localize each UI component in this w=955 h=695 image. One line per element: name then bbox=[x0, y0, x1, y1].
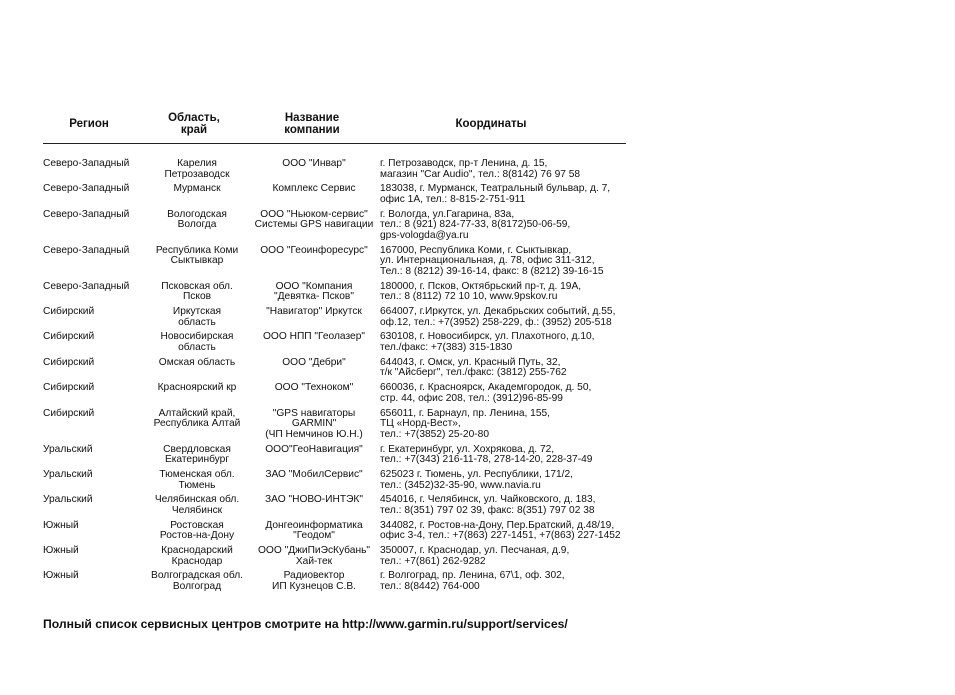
cell-coords bbox=[380, 282, 670, 303]
cell-coords-line: тел./факс: +7(383) 315-1830 bbox=[380, 342, 513, 354]
cell-company-line: Радиовектор bbox=[283, 570, 345, 582]
header-district-line1: Область, bbox=[168, 112, 220, 124]
cell-district-line: Карелия bbox=[177, 158, 217, 169]
table-row bbox=[43, 159, 655, 180]
cell-coords-line: 625023 г. Тюмень, ул. Республики, 171/2, bbox=[380, 468, 573, 480]
cell-coords-line: г. Вологда, ул.Гагарина, 83а, bbox=[380, 208, 515, 220]
cell-company bbox=[249, 184, 379, 195]
cell-coords-line: 664007, г.Иркутск, ул. Декабрьских событий, д.55, bbox=[380, 306, 616, 318]
cell-district bbox=[144, 307, 250, 328]
cell-district-line: область bbox=[178, 342, 216, 354]
cell-coords-line: офис 1А, тел.: 8-815-2-751-911 bbox=[380, 193, 526, 205]
cell-company bbox=[249, 282, 379, 303]
cell-district-line: Псков bbox=[182, 291, 212, 303]
cell-coords bbox=[380, 159, 670, 180]
cell-coords-line: магазин "Car Audio", тел.: 8(8142) 76 97 58 bbox=[380, 168, 581, 180]
cell-coords-line: тел.: +7(343) 216-11-78, 278-14-20, 228-37-49 bbox=[380, 454, 593, 466]
cell-district-line: Краснодарский bbox=[161, 545, 233, 557]
cell-region: Южный bbox=[43, 570, 79, 582]
cell-district-line: Мурманск bbox=[173, 183, 221, 195]
cell-company-line: Донгеоинформатика bbox=[265, 519, 363, 531]
cell-coords-line: г. Волгоград, пр. Ленина, 67\1, оф. 302, bbox=[380, 570, 565, 582]
cell-coords-line: оф.12, тел.: +7(3952) 258-229, ф.: (3952) 205-518 bbox=[380, 316, 612, 328]
cell-company-line: ООО"ГеоНавигация" bbox=[265, 443, 363, 455]
cell-company bbox=[249, 159, 379, 170]
cell-district-line: Омская область bbox=[158, 356, 236, 368]
cell-district bbox=[144, 470, 250, 491]
cell-coords bbox=[380, 307, 670, 328]
cell-coords bbox=[380, 571, 670, 592]
cell-company bbox=[249, 546, 379, 567]
table-row bbox=[43, 495, 655, 516]
cell-coords bbox=[380, 332, 670, 353]
cell-coords-line: 660036, г. Красноярск, Академгородок, д. 50, bbox=[380, 382, 592, 394]
cell-coords-line: тел.: 8(8442) 764-000 bbox=[380, 581, 480, 593]
cell-company-line: "Навигатор" Иркутск bbox=[266, 306, 362, 318]
cell-district-line: Вологодская bbox=[167, 208, 227, 220]
cell-coords bbox=[380, 470, 670, 491]
cell-company-line: ООО "Инвар" bbox=[282, 158, 346, 169]
cell-district-line: Краснодар bbox=[171, 555, 223, 567]
cell-region: Южный bbox=[43, 545, 79, 557]
cell-district-line: Красноярский кр bbox=[157, 382, 237, 394]
cell-region: Северо-Западный bbox=[43, 183, 130, 195]
table-row bbox=[43, 546, 655, 567]
cell-coords-line: тел.: +7(3852) 25-20-80 bbox=[380, 428, 489, 440]
cell-region: Северо-Западный bbox=[43, 280, 130, 292]
cell-company-line: ООО "Техноком" bbox=[274, 382, 354, 394]
cell-company-line: GARMIN" bbox=[291, 418, 337, 430]
cell-coords-line: стр. 44, офис 208, тел.: (3912)96-85-99 bbox=[380, 392, 563, 404]
cell-company bbox=[249, 307, 379, 318]
header-coords: Координаты bbox=[455, 118, 527, 130]
cell-region: Северо-Западный bbox=[43, 208, 130, 220]
service-centers-table bbox=[43, 112, 655, 597]
cell-coords bbox=[380, 246, 670, 278]
cell-company-line: ООО "Ньюком-сервис" bbox=[260, 208, 368, 220]
cell-region: Сибирский bbox=[43, 407, 95, 419]
cell-coords-line: г. Петрозаводск, пр-т Ленина, д. 15, bbox=[380, 158, 548, 169]
table-row bbox=[43, 409, 655, 441]
cell-company-line: "Геодом" bbox=[293, 530, 335, 542]
cell-region: Сибирский bbox=[43, 306, 95, 318]
cell-company bbox=[249, 409, 379, 441]
cell-coords-line: тел.: 8 (8112) 72 10 10, www.9pskov.ru bbox=[380, 291, 558, 303]
header-company-line2: компании bbox=[284, 124, 340, 136]
cell-district bbox=[144, 358, 250, 369]
cell-company-line: Хай-тек bbox=[295, 555, 333, 567]
cell-coords-line: т/к "Айсберг", тел./факс: (3812) 255-762 bbox=[380, 367, 567, 379]
cell-district-line: Екатеринбург bbox=[164, 454, 230, 466]
cell-district-line: Ростов-на-Дону bbox=[159, 530, 235, 542]
cell-coords-line: ТЦ «Норд-Вест», bbox=[380, 418, 461, 430]
table-row bbox=[43, 282, 655, 303]
table-body bbox=[43, 159, 655, 593]
cell-region: Сибирский bbox=[43, 331, 95, 343]
cell-district-line: Челябинская обл. bbox=[154, 494, 240, 506]
footer-note: Полный список сервисных центров смотрите на http://www.garmin.ru/support/services/ bbox=[43, 617, 568, 631]
cell-company-line: ЗАО "МобилСервис" bbox=[265, 468, 363, 480]
cell-district-line: Волгоградская обл. bbox=[151, 570, 243, 582]
cell-company bbox=[249, 332, 379, 343]
cell-region: Северо-Западный bbox=[43, 244, 130, 256]
table-row bbox=[43, 246, 655, 278]
cell-coords-line: тел.: +7(861) 262-9282 bbox=[380, 555, 486, 567]
table-row bbox=[43, 470, 655, 491]
cell-coords bbox=[380, 358, 670, 379]
cell-district bbox=[144, 409, 250, 430]
cell-district-line: Волгоград bbox=[172, 581, 222, 593]
cell-coords-line: 656011, г. Барнаул, пр. Ленина, 155, bbox=[380, 407, 550, 419]
header-district bbox=[148, 112, 240, 136]
cell-company bbox=[249, 571, 379, 592]
cell-district-line: Петрозаводск bbox=[164, 168, 230, 180]
table-row bbox=[43, 307, 655, 328]
cell-coords-line: 183038, г. Мурманск, Театральный бульвар, д. 7, bbox=[380, 183, 611, 195]
cell-company-line: ООО "Дебри" bbox=[282, 356, 346, 368]
cell-region: Уральский bbox=[43, 443, 93, 455]
cell-district-line: Сыктывкар bbox=[170, 255, 224, 267]
cell-district bbox=[144, 184, 250, 195]
table-row bbox=[43, 332, 655, 353]
cell-region: Сибирский bbox=[43, 382, 95, 394]
cell-company-line: ООО НПП "Геолазер" bbox=[263, 331, 365, 343]
cell-company bbox=[249, 470, 379, 481]
header-region: Регион bbox=[69, 118, 109, 130]
table-row bbox=[43, 184, 655, 205]
cell-district bbox=[144, 159, 250, 180]
cell-district-line: Ростовская bbox=[170, 519, 224, 531]
cell-coords-line: тел.: (3452)32-35-90, www.navia.ru bbox=[380, 479, 541, 491]
cell-company-line: "Девятка- Псков" bbox=[274, 291, 354, 303]
cell-company-line: ООО "Компания bbox=[275, 280, 353, 292]
cell-district-line: область bbox=[178, 316, 216, 328]
cell-district-line: Челябинск bbox=[171, 504, 223, 516]
header-company bbox=[251, 112, 373, 136]
cell-coords-line: 350007, г. Краснодар, ул. Песчаная, д.9, bbox=[380, 545, 570, 557]
cell-company bbox=[249, 383, 379, 394]
table-header bbox=[43, 112, 626, 144]
cell-coords bbox=[380, 521, 670, 542]
cell-district bbox=[144, 571, 250, 592]
table-row bbox=[43, 210, 655, 242]
cell-company-line: Системы GPS навигации bbox=[254, 219, 374, 231]
header-district-line2: край bbox=[180, 124, 208, 136]
cell-district bbox=[144, 332, 250, 353]
cell-district bbox=[144, 546, 250, 567]
cell-coords bbox=[380, 546, 670, 567]
cell-coords-line: 344082, г. Ростов-на-Дону, Пер.Братский, д.48/19, bbox=[380, 519, 615, 531]
cell-coords-line: 454016, г. Челябинск, ул. Чайковского, д. 183, bbox=[380, 494, 596, 506]
cell-company bbox=[249, 246, 379, 257]
cell-company bbox=[249, 445, 379, 456]
cell-coords-line: 167000, Республика Коми, г. Сыктывкар, bbox=[380, 244, 572, 256]
cell-company bbox=[249, 495, 379, 506]
cell-coords bbox=[380, 210, 670, 242]
cell-district bbox=[144, 521, 250, 542]
cell-company-line: ЗАО "НОВО-ИНТЭК" bbox=[265, 494, 363, 506]
cell-coords-line: 630108, г. Новосибирск, ул. Плахотного, д.10, bbox=[380, 331, 595, 343]
cell-company-line: ООО "ДжиПиЭсКубань" bbox=[257, 545, 370, 557]
cell-district bbox=[144, 246, 250, 267]
cell-company bbox=[249, 521, 379, 542]
cell-coords-line: ул. Интернациональная, д. 78, офис 311-312, bbox=[380, 255, 595, 267]
cell-company-line: (ЧП Немчинов Ю.Н.) bbox=[265, 428, 363, 440]
cell-coords-line: офис 3-4, тел.: +7(863) 227-1451, +7(863) 227-1452 bbox=[380, 530, 621, 542]
cell-coords-line: 180000, г. Псков, Октябрьский пр-т, д. 19А, bbox=[380, 280, 582, 292]
cell-district bbox=[144, 383, 250, 394]
cell-coords bbox=[380, 383, 670, 404]
header-company-line1: Название bbox=[284, 112, 340, 124]
cell-coords bbox=[380, 184, 670, 205]
cell-region: Уральский bbox=[43, 468, 93, 480]
cell-region: Южный bbox=[43, 519, 79, 531]
cell-coords bbox=[380, 495, 670, 516]
cell-company bbox=[249, 210, 379, 231]
table-row bbox=[43, 383, 655, 404]
cell-company-line: "GPS навигаторы bbox=[272, 407, 356, 419]
cell-district-line: Новосибирская bbox=[160, 331, 234, 343]
cell-district bbox=[144, 445, 250, 466]
cell-company-line: Комплекс Сервис bbox=[272, 183, 356, 195]
cell-coords-line: gps-vologda@ya.ru bbox=[380, 229, 469, 241]
table-row bbox=[43, 521, 655, 542]
cell-region: Северо-Западный bbox=[43, 158, 130, 169]
cell-coords-line: тел.: 8(351) 797 02 39, факс: 8(351) 797 02 38 bbox=[380, 504, 595, 516]
cell-coords-line: Тел.: 8 (8212) 39-16-14, факс: 8 (8212) 39-16-15 bbox=[380, 265, 604, 277]
cell-district-line: Республика Алтай bbox=[153, 418, 241, 430]
cell-district-line: Псковская обл. bbox=[161, 280, 233, 292]
table-row bbox=[43, 445, 655, 466]
cell-district-line: Вологда bbox=[177, 219, 217, 231]
cell-coords-line: тел.: 8 (921) 824-77-33, 8(8172)50-06-59, bbox=[380, 219, 571, 231]
cell-coords-line: 644043, г. Омск, ул. Красный Путь, 32, bbox=[380, 356, 561, 368]
cell-district bbox=[144, 282, 250, 303]
cell-company-line: ООО "Геоинфоресурс" bbox=[260, 244, 368, 256]
cell-coords bbox=[380, 409, 670, 441]
cell-district-line: Республика Коми bbox=[155, 244, 239, 256]
cell-region: Уральский bbox=[43, 494, 93, 506]
cell-district-line: Тюмень bbox=[178, 479, 216, 491]
cell-coords bbox=[380, 445, 670, 466]
table-row bbox=[43, 571, 655, 592]
cell-company-line: ИП Кузнецов С.В. bbox=[272, 581, 356, 593]
cell-district-line: Свердловская bbox=[163, 443, 231, 455]
table-row bbox=[43, 358, 655, 379]
cell-district bbox=[144, 495, 250, 516]
cell-district-line: Иркутская bbox=[172, 306, 222, 318]
cell-district-line: Тюменская обл. bbox=[159, 468, 235, 480]
cell-coords-line: г. Екатеринбург, ул. Хохрякова, д. 72, bbox=[380, 443, 555, 455]
cell-company bbox=[249, 358, 379, 369]
cell-region: Сибирский bbox=[43, 356, 95, 368]
cell-district-line: Алтайский край, bbox=[158, 407, 236, 419]
cell-district bbox=[144, 210, 250, 231]
